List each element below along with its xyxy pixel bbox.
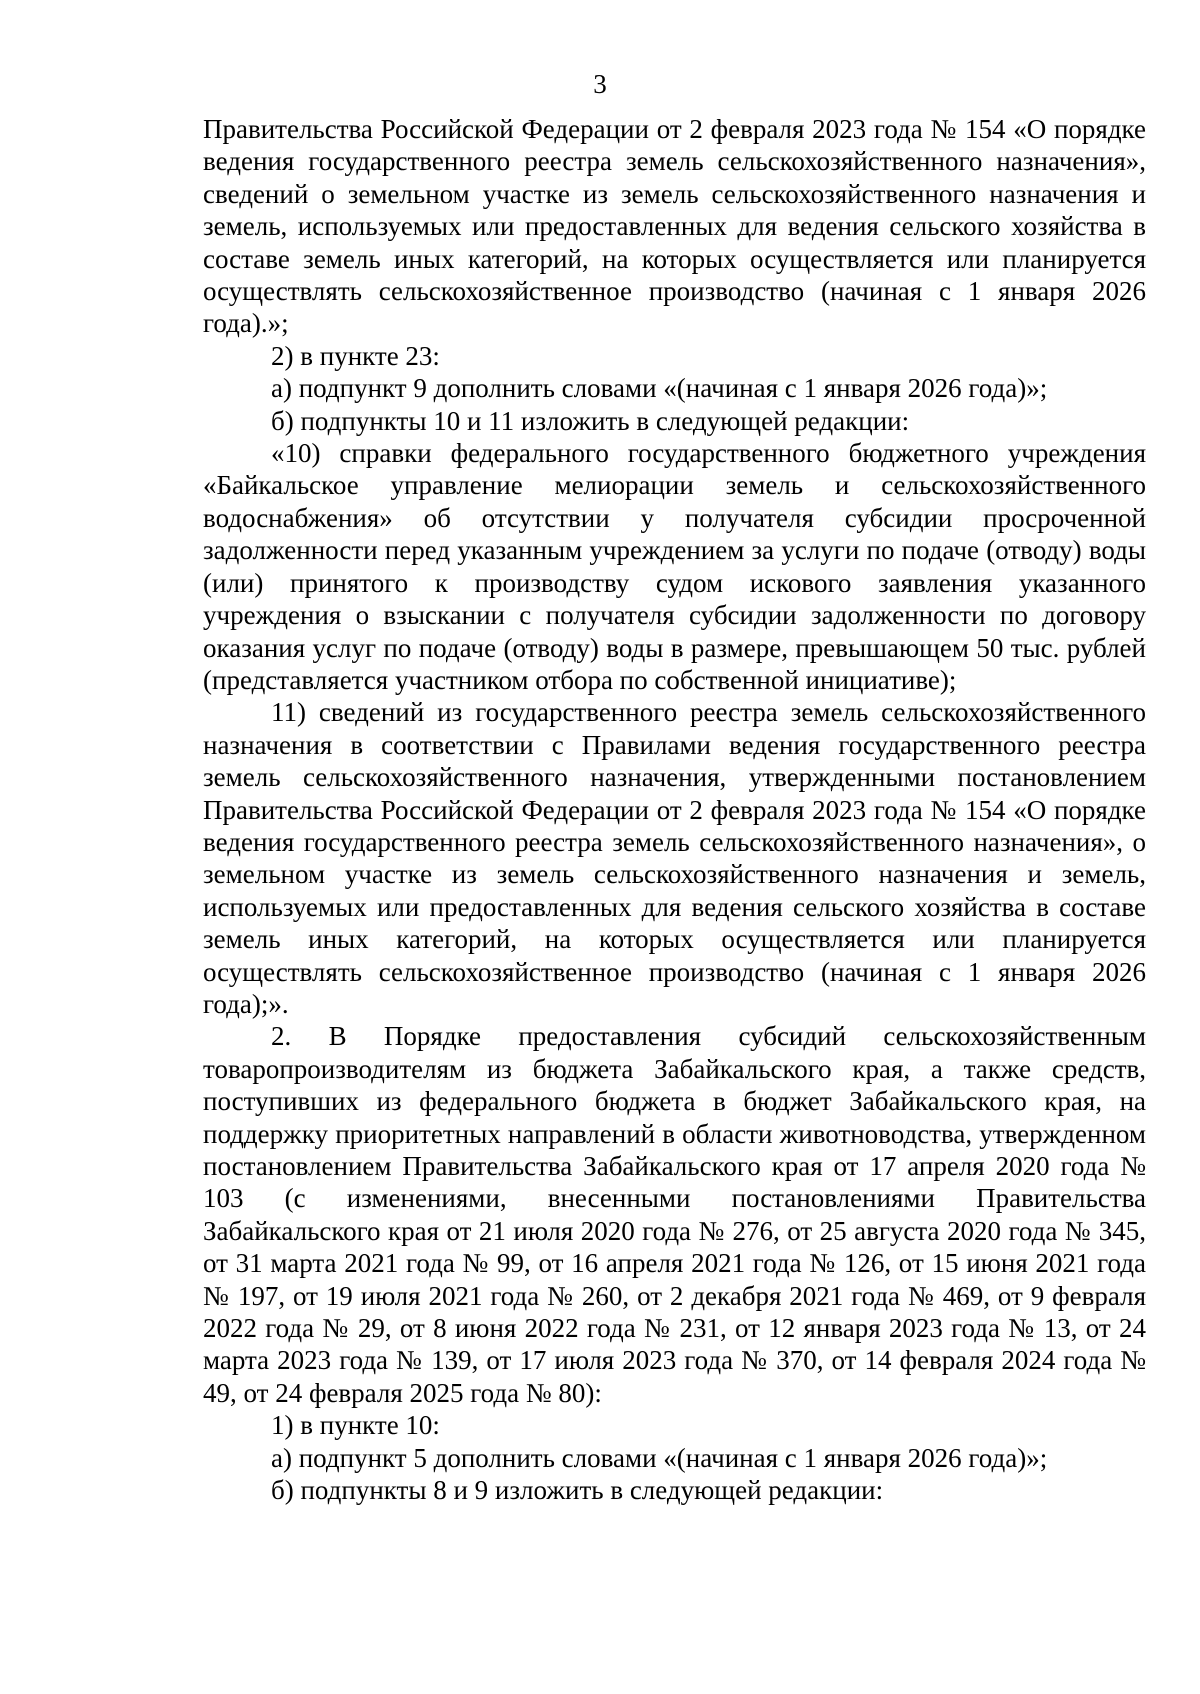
paragraph-section-2: 2. В Порядке предоставления субсидий сельскохозяйственным товаропроизводителям из бюджета Забайкальского края, а также средств, поступивших из федерального бюджета в бюджет Забайкальского края, на поддержку приоритетных направлений в области животноводства, утвержденном постановлением Правительства Забайкальского края от 17 апреля 2020 года № 103 (с изменениями, внесенными постановлениями Правительства Забайкальского края от 21 июля 2020 года № 276, от 25 августа 2020 года № 345, от 31 марта 2021 года № 99, от 16 апреля 2021 года № 126, от 15 июня 2021 года № 197, от 19 июля 2021 года № 260, от 2 декабря 2021 года № 469, от 9 февраля 2022 года № 29, от 8 июня 2022 года № 231, от 12 января 2023 года № 13, от 24 марта 2023 года № 139, от 17 июля 2023 года № 370, от 14 февраля 2024 года № 49, от 24 февраля 2025 года № 80):: [203, 1021, 1146, 1408]
document-body: [203, 113, 1146, 1506]
paragraph-subitem-b-2: б) подпункты 8 и 9 изложить в следующей редакции:: [271, 1475, 884, 1506]
paragraph-clause-10: «10) справки федерального государственного бюджетного учреждения «Байкальское управление мелиорации земель и сельскохозяйственного водоснабжения» об отсутствии у получателя субсидии просроченной задолженности перед указанным учреждением за услуги по подаче (отводу) воды (или) принятого к производству судом искового заявления указанного учреждения о взыскании с получателя субсидии задолженности по договору оказания услуг по подаче (отводу) воды в размере, превышающем 50 тыс. рублей (представляется участником отбора по собственной инициативе);: [203, 438, 1146, 695]
paragraph-subitem-a: а) подпункт 9 дополнить словами «(начиная с 1 января 2026 года)»;: [271, 373, 1048, 404]
page-number: 3: [593, 69, 607, 99]
paragraph-subitem-b: б) подпункты 10 и 11 изложить в следующей редакции:: [271, 405, 910, 436]
paragraph-continuation: Правительства Российской Федерации от 2 февраля 2023 года № 154 «О порядке ведения государственного реестра земель сельскохозяйственного назначения», сведений о земельном участке из земель сельскохозяйственного назначения и земель, используемых или предоставленных для ведения сельского хозяйства в составе земель иных категорий, на которых осуществляется или планируется осуществлять сельскохозяйственное производство (начиная с 1 января 2026 года).»;: [203, 114, 1146, 339]
paragraph-item-1: 1) в пункте 10:: [271, 1410, 440, 1441]
paragraph-clause-11: 11) сведений из государственного реестра земель сельскохозяйственного назначения в соответствии с Правилами ведения государственного реестра земель сельскохозяйственного назначения, утвержденными постановлением Правительства Российской Федерации от 2 февраля 2023 года № 154 «О порядке ведения государственного реестра земель сельскохозяйственного назначения», о земельном участке из земель сельскохозяйственного назначения и земель, используемых или предоставленных для ведения сельского хозяйства в составе земель иных категорий, на которых осуществляется или планируется осуществлять сельскохозяйственное производство (начиная с 1 января 2026 года);».: [203, 697, 1146, 1019]
paragraph-item-2: 2) в пункте 23:: [271, 340, 440, 371]
paragraph-subitem-a-2: а) подпункт 5 дополнить словами «(начиная с 1 января 2026 года)»;: [271, 1442, 1048, 1473]
